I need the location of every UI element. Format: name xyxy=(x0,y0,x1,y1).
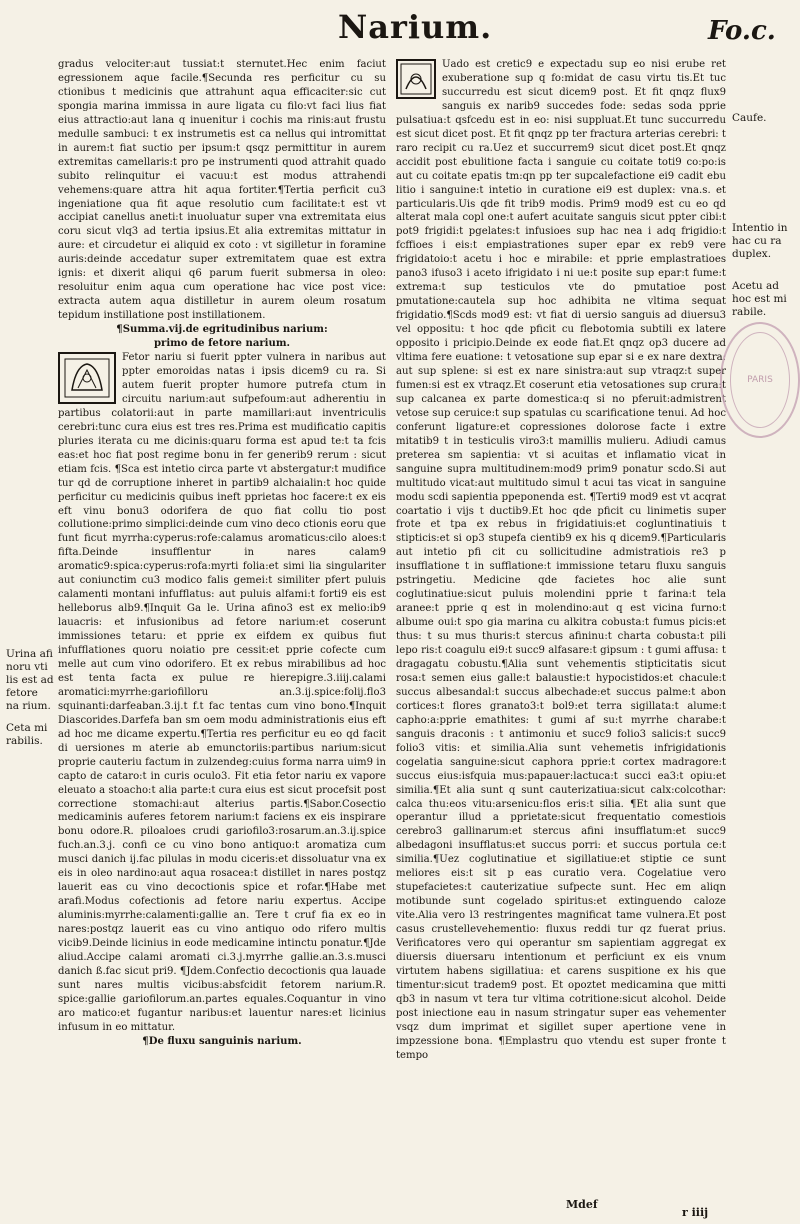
drop-cap-initial-ornament-right xyxy=(396,59,436,99)
left-paragraph-2: Fetor nariu si fuerit ppter vulnera in naribus aut ppter emoroidas natas i ipsis dicem9 cu ra. Si autem fuerit propter humore putrefa ctum in circuitu narium:aut sufpefoum:aut adherentiu in partibus colatorii:aut in parte mamillari:aut inventriculis cerebri:tunc cura eius est tres res.Prima est mudificatio capitis pluries iterata cu me dicinis:quaru forma est apud te:t ta fcis eas:et hoc fiat post regime bonu in fer generib9 rerum : sicut etiam fcis. ¶Sca est intetio circa parte vt abstergatur:t mudifice tur qd de corruptione inheret in partib9 alchaialin:t hoc quide perficitur cu medicinis quibus ineft pprietas hoc facere:t ex eis eft vinu bonu3 odorifera de quo fiat collu tio post collutione:primo simplici:deinde cum vino deco ctionis eoru que funt ficut myrrha:cyperus:rofe:calamus aromaticus:cilo aloes:t fifta.Deinde insufflentur in nares calam9 aromatic9:spica:cyperus:rofa:myrti folia:et simi lia singulariter aut coniunctim cu3 modico falis gemei:t similiter pfert puluis calamenti montani infufflatus: aut puluis alfami:t forti9 eis est helleborus alb9.¶Inquit Ga le. Urina afino3 est ex melio:ib9 lauacris: et infusionibus ad fetore narium:et coserunt immissiones tetaru: et pprie ex eifdem ex quibus fiut infufflationes quoru noiatio pre cessit:et pprie cofecte cum melle aut cum vino odorifero. Et ex rebus mirabilibus ad hoc est tenta facta ex pulue re hierepigre.3.iiij.calami aromatici:myrrhe:gariofilloru an.3.ij.spice:folij.flo3 squinanti:darfeaban.3.ij.t f.t fac tentas cum vino bono.¶Inquit Diascorides.Darfefa ban sm oem modu administrationis eius eft ad hoc me dicame expertu.¶Tertia res perficitur eu eo qd facit di uersiones m aterie ab emunctoriis:partibus narium:sicut proprie cauteriu factum in zulzendeg:cuius forma narra uim9 in capto de cataro:t in curis oculo3. Fit etia fetor nariu ex vapore eleuato a stoacho:t alia parte:t cura eius est sicut procefsit post correctione stomachi:aut alterius partis.¶Sabor.Cosectio medicaminis auferes fetorem narium:t faciens ex eis inspirare bonu odore.R. piloaloes crudi gariofilo3:rosarum.an.3.ij.spice fuch.an.3.j. confi ce cu vino bono antiquo:t aromatiza cum musci danich ij.fac pilulas in modu ciceris:et dissoluatur vna ex eis in oleo nardino:aut aqua rosacea:t distillet in nares postqz lauerit eas cu vino decoctionis spice et rofar.¶Habe met arafi.Modus cofectionis ad fetore nariu expertus. Accipe aluminis:myrrhe:calamenti:gallie an. Tere t cruf fia ex eo in nares:postqz lauerit eas cu vino antiquo odo rifero multis vicib9.Deinde licinius in eode medicamine intinctu ponatur.¶Jde aliud.Accipe calami aromati ci.3.j.myrrhe gallie.an.3.s.musci danich ß.fac sicut pri9. ¶Jdem.Confectio decoctionis qua lauade sunt nares multis vicibus:absfcidit fetorem narium.R. spice:gallie gariofilorum.an.partes equales.Coquantur in vino aro matico:et fugantur naribus:et lauentur nares:et licinius infusum in eo mittatur. xyxy=(58,352,386,1033)
margin-note-ceta: Ceta mi rabilis. xyxy=(6,722,48,747)
left-column xyxy=(58,58,386,1200)
left-paragraph-1: gradus velociter:aut tussiat:t sternutet.Hec enim faciut egressionem aque facile.¶Secunda res perficitur cu su ctionibus t medicinis que attrahunt aqua efficaciter:sic cut spongia marina immissa in aure ligata cu filo:vt faci lius fiat eius attractio:aut lana q inuenitur i cochis ma rinis:aut frustu medulle sambuci: t ex instrumetis est ca nellus qui intromittat in aurem:t fiat suctio per ipsum:t qsqz permittitur in aurem extremitas camellaris:t pro pe instrumenti quod attrahit quado subito relinquitur ei vacuu:t est modus attrahendi vehemens:quare attra hit aqua fortiter.¶Tertia perficit cu3 ingeniatione qua fit aque resolutio cum facilitate:t est vt accipiat canellus aneti:t inuoluatur super vna extremitata eius coru sicut vlq3 ad tertia ipsius.Et alia extremitas mittatur in aure: et circudetur ei aliquid ex coto : vt sigilletur in foramine auris:deinde accedatur super extremitatem quae est extra ignis: et dixerit aliqui q6 parum fuerit submersa in oleo: resoluitur enim aqua cum operatione hac vice post vice: extracta autem aqua distilletur in aurem oleum rosatum tepidum instillatione post instillationem. xyxy=(58,59,386,322)
drop-cap-initial-ornament xyxy=(58,352,116,404)
margin-note-intentio: Intentio in hac cu ra duplex. xyxy=(732,222,788,260)
stamp-text: PARIS xyxy=(747,375,773,385)
page-title: Narium. xyxy=(338,8,493,46)
section-heading-fluxu: ¶De fluxu sanguinis narium. xyxy=(142,1035,302,1047)
section-subheading-fetor: primo de fetore narium. xyxy=(153,338,291,350)
section-heading-summa: ¶Summa.vij.de egritudinibus narium: xyxy=(116,324,328,336)
margin-note-acetu: Acetu ad hoc est mi rabile. xyxy=(732,280,787,318)
signature-mark: r iiij xyxy=(682,1206,709,1219)
right-column xyxy=(396,58,726,1200)
right-paragraph-1: Uado est cretic9 e expectadu sup eo nisi erube ret exuberatione sup q fo:midat de casu virtu tis.Et tuc succurredu est sicut dicem9 post. Et fit qnqz flux9 sanguis ex narib9 succedes fode: sedas soda pprie pulsatiua:t qsfcedu est in eo: nisi suppluat.Et tunc succurredu est sicut dicet post. Et fit qnqz pp ter fractura arterias cerebri: t raro recipit cu ra.Uez et succurrem9 sicut dicet post.Et qnqz accidit post ebulitione facta i sanguie cu coitate toti9 co:po:is aut cu coitate epatis tm:qn pp ter supcalefactione ei9 cadit ebu litio i sanguine:t intetio in curatione ei9 est duplex: vna.s. et particularis.Uis qde fit trib9 modis. Prim9 mod9 est cu eo qd alterat mala copl one:t aufert acuitate sanguis sicut ppter cibi:t pot9 frigidi:t pgelates:t infusioes sup hac nea i adq frigidio:t fcffioes i eis:t empiastrationes super epar ex reb9 vere frigidatoio:t acetu i hoc e mirabile: et pprie emplastratioes pano3 ifuso3 i aceto ifrigidato i ni ue:t posite sup epar:t fume:t extrema:t sup testiculos vte do pmutatioe post pmutatione:cautela sup hoc adhibita ne vltima sequat frigidatio.¶Scds mod9 est: vt fiat di uersio sanguis ad diuersu3 vel oppositu: t hoc qde pficit cu flebotomia subtili ex latere opposito i pricipio.Deinde ex eode fiat.Et qnqz op3 ducere ad vltima fere euatione: t vetosatione sup epar si e ex nare dextra: aut sup splene: si est ex nare sinistra:aut sup vtraqz:t super fumen:si est ex vtraqz.Et coserunt etia vetosationes sup crura:t sup calcanea ex parte domestica:q si no pferuit:admistrent vetose sup ceruice:t sup spatulas cu scarificatione tenui. Ad hoc conferunt ligature:et copressiones dolorose facte i extre mitatib9 t in testiculis viro3:t mamillis mulieru. Adiudi camus preterea sm sapientia: vt si acuitas et inflamatio vicat in sanguine supra multitudinem:mod9 prim9 ponatur scdo.Si aut multitudo vicat:aut multitudo simul t acui tas vicat in sanguine modu scdi sapientia ppeponenda est. ¶Terti9 mod9 est vt acqrat coartatio i vijs t ductib9.Et hoc qde pficit cu linimetis super frote et tpa ex rebus in frigidatiuis:et cogluntinatiuis t stipticis:et si op3 stupefa cientib9 ex his q dicem9.¶Particularis aut intetio pfi cit cu sollicitudine admistratiois re3 p insufflatione t in sufflatione:t immissione tetaru fluxu sanguis pstringetiu. Medicine qde facietes hoc alie sunt coglutinatiue:sicut puluis molendini pprie t farina:t tela aranee:t pprie q est in molendino:aut q est vicina furno:t albume oui:t spo gia marina cu alkitra cobusta:t fumus picis:et thus: t su mus thuris:t stercus afininu:t charta cobusta:t pili lepo ris:t coagulu ei9:t succ9 alfasare:t gipsum : t gumi affusa: t dragagatu cobustu.¶Alia sunt vehementis stipticitatis sicut rosa:t semen eius galle:t balaustie:t hypocistidos:et chacule:t succus albesandal:t succus albechade:et succus palme:t abon cortices:t flores granato3:t bol9:et terra sigillata:t alume:t capho:a:pprie emathites: t gumi af su:t myrrhe charabe:t sanguis draconis : t antimoniu et succ9 folio3 salicis:t succ9 folio3 vitis: et similia.Alia sunt vehemetis infrigidationis cogelatia sanguine:sicut caphora pprie:t cortex madragore:t succus eius:isfquia mus:papauer:lactuca:t succi ea3:t opiu:et similia.¶Et alia sunt q sunt cauterizatiua:sicut calx:colcothar: calca thu:eos vitu:arsenicu:flos eris:t silia. ¶Et alia sunt que operantur illud a pprietate:sicut frequentatio comestiois cerebro3 gallinarum:et stercus afini insufflatum:et succ9 albedagoni insufflatus:et succus porri: et succus portula ce:t similia.¶Uez coglutinatiue et sigillatiue:et stiptie ce sunt meliores eis:t sit p eas curatio vera. Cogelatiue vero stupefacietes:t cauterizatiue sufpecte sunt. Hec em aliqn motibunde sunt cogelado spiritus:et extinguendo caloze vite.Alia vero l3 restringentes magnificat tame vulnera.Et post casus crustellevehementio: fluxus reddi tur qz fuerat prius. Verificatores vero qui operantur sm sapientiam aggregat ex diuersis diuersaru intentionum et perficiunt ex eis vnum virtutem habens sigillatiua: et carens suspitione ex his que timentur:sicut tradem9 post. Et opoztet medicamina que mitti qb3 in nasum vt tera tur vltima cotritione:sicut alcohol. Deide post iniectione eau in nasum stringatur super eas vehementer vsqz dum imprimat et sigillet super apertione vene in impzessione bona. ¶Emplastru quo vtendu est super fronte t tempo xyxy=(396,59,726,1061)
library-stamp xyxy=(720,322,800,438)
catchword: Mdef xyxy=(566,1198,598,1211)
folio-number: Fo.c. xyxy=(708,16,776,46)
margin-note-urina: Urina afi noru vti lis est ad fetore na rium. xyxy=(6,648,54,712)
margin-note-caufe: Caufe. xyxy=(732,112,767,124)
woodcut-initial-icon xyxy=(64,358,110,398)
woodcut-initial-icon xyxy=(400,63,432,95)
